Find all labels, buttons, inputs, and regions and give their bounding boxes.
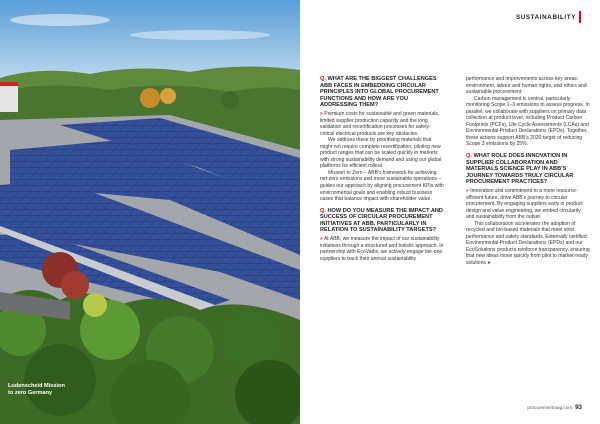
answer-3-paragraph-2 (466, 221, 590, 267)
question-text: WHAT ROLE DOES INNOVATION IN SUPPLIER COLLABORATION AND MATERIALS SCIENCE PLAY IN ABB’S JOURNEY TOWARDS TRULY CIRCULAR PROCUREMENT PRACTICES? (466, 153, 574, 186)
page-number: 93 (575, 404, 582, 411)
answer-2-continued: performance and improvements across key areas: environment, labour and human rights, and ethics and sustainable procurement. (466, 76, 587, 96)
answer-arrow-icon: » (320, 236, 323, 242)
question-marker: Q. (320, 207, 326, 214)
question-2 (320, 208, 444, 234)
question-marker: Q. (466, 153, 472, 160)
question-text: HOW DO YOU MEASURE THE IMPACT AND SUCCESS OF CIRCULAR PROCUREMENT INITIATIVES AT ABB, PARTICULARLY IN RELATION TO SUSTAINABILITY TARGETS? (320, 207, 443, 234)
answer-text: At ABB, we measure the impact of our sustainability initiatives through a structured and holistic approach. In partnership with EcoVadis, we actively engage tier-one suppliers to track their annual sustainability (320, 236, 444, 262)
question-3 (466, 153, 590, 186)
photo-caption (8, 383, 158, 397)
answer-arrow-icon: » (320, 110, 323, 117)
end-mark-icon: ● (487, 260, 491, 266)
caption-line-2: to zero Germany (8, 390, 53, 396)
answer-2-paragraph-1 (320, 236, 444, 262)
answer-2-paragraph-2: Carbon management is central, particularly monitoring Scope 1–3 emissions to assess progress. In parallel, we collaborate with suppliers on primary data collection at product level, including Product Carbon Footprints (PCFs), Life Cycle Assessments (LCAs) and Environmental Product Declarations (EPDs). Together, these actions support ABB’s 2030 target of reducing Scope 3 emissions by 25%. (466, 95, 590, 148)
answer-1-paragraph-2: We address these by prioritising materials that might not require complete recertification, piloting new product ranges that can be scaled quickly in markets with strong sustainability demand and using our global platforms for efficient rollout. (320, 137, 442, 170)
question-marker: Q. (320, 76, 326, 82)
answer-arrow-icon: » (466, 187, 469, 194)
text-column-1 (320, 76, 444, 262)
footer-site: procurementmag.com (527, 405, 573, 410)
section-label: SUSTAINABILITY (515, 14, 576, 21)
question-text: WHAT ARE THE BIGGEST CHALLENGES ABB FACES IN EMBEDDING CIRCULAR PRINCIPLES INTO GLOBAL PROCUREMENT FUNCTIONS AND HOW ARE YOU ADDRESSING THEM? (320, 76, 439, 109)
page-footer (527, 404, 582, 411)
answer-1-paragraph-3: Mission to Zero – ABB’s framework for achieving net-zero emissions and more sustainable operations – guides our approach by aligning procurement KPIs with environmental goals and enabling robust business cases that balance impact with shareholder value. (320, 169, 444, 203)
caption-line-1: Ludenscheid Mission (8, 383, 65, 389)
question-1 (320, 76, 444, 109)
section-accent-bar (579, 11, 581, 23)
answer-text: This collaboration accelerates the adoption of recycled and bio-based materials that meet strict performance and safety standards. Externally certified Environmental Product Declarations (EPDs) and our EcoSolutions products reinforce transparency, ensuring that new ideas move quickly from pilot to market-ready solutions (466, 220, 590, 266)
text-column-2 (466, 76, 590, 267)
answer-1-paragraph-1 (320, 111, 444, 137)
answer-text: Innovation and commitment to a more resource-efficient future, drive ABB’s journey to circular procurement. By engaging suppliers early in product design and value engineering, we embed circularity and sustainability from the outset. (466, 187, 583, 221)
answer-text: Premium costs for sustainable and green materials, limited supplier production capacity and the long validation and recertification processes for safety-critical electrical products are key obstacles. (320, 110, 440, 137)
answer-3-paragraph-1 (466, 188, 590, 221)
